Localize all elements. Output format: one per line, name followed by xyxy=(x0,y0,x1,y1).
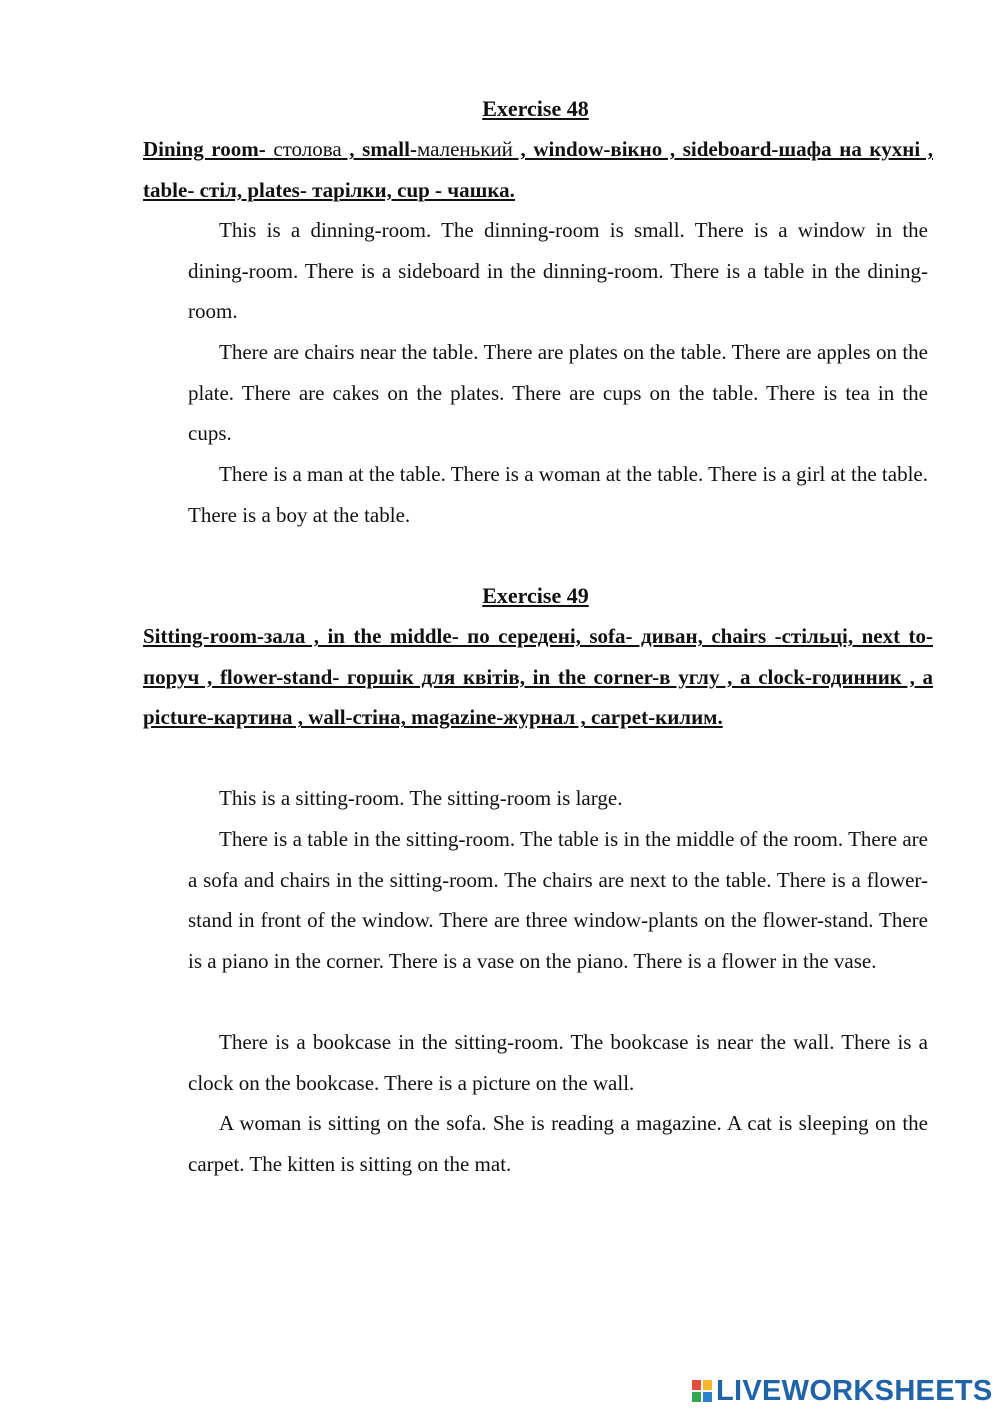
logo-square xyxy=(692,1380,701,1390)
exercise-49-paragraph: A woman is sitting on the sofa. She is reading a magazine. A cat is sleeping on the carpet. The kitten is sitting on the mat. xyxy=(188,1111,928,1176)
exercise-48-vocabulary xyxy=(143,129,933,210)
vocab-segment: , window-вікно , sideboard-шафа на кухні , table- стіл, plates- тарілки, cup - чашка. xyxy=(143,137,933,202)
exercise-48-paragraph: There are chairs near the table. There are plates on the table. There are apples on the plate. There are cakes on the plates. There are cups on the table. There is tea in the cups. xyxy=(188,340,928,446)
vocab-segment: маленький xyxy=(416,137,513,161)
logo-square xyxy=(703,1380,712,1390)
logo-square xyxy=(692,1392,701,1402)
exercise-48-title: Exercise 48 xyxy=(482,96,589,121)
logo-square xyxy=(703,1392,712,1402)
exercise-49-vocabulary: Sitting-room-зала , in the middle- по середені, sofa- диван, chairs -стільці, next to-поруч , flower-stand- горшік для квітів, in the corner-в углу , a clock-годинник , a picture-картина , wall-стіна, magazine-журнал , carpet-килим. xyxy=(143,624,933,730)
exercise-48-paragraph: This is a dinning-room. The dinning-room is small. There is a window in the dining-room. There is a sideboard in the dinning-room. There is a table in the dining-room. xyxy=(188,218,928,324)
exercise-48-paragraph: There is a man at the table. There is a woman at the table. There is a girl at the table. There is a boy at the table. xyxy=(188,462,928,527)
exercise-49-paragraph: There is a table in the sitting-room. The table is in the middle of the room. There are a sofa and chairs in the sitting-room. The chairs are next to the table. There is a flower-stand in front of the window. There are three window-plants on the flower-stand. There is a piano in the corner. There is a vase on the piano. There is a flower in the vase. xyxy=(188,827,928,974)
vocab-segment: Dining room- xyxy=(143,137,274,161)
liveworksheets-logo[interactable] xyxy=(692,1376,993,1406)
exercise-49-paragraph: There is a bookcase in the sitting-room. The bookcase is near the wall. There is a clock on the bookcase. There is a picture on the wall. xyxy=(188,1030,928,1095)
exercise-49-title: Exercise 49 xyxy=(482,583,589,608)
liveworksheets-logo-icon xyxy=(692,1380,712,1402)
exercise-49-paragraph: This is a sitting-room. The sitting-room is large. xyxy=(219,786,623,810)
logo-text: LIVEWORKSHEETS xyxy=(716,1375,993,1407)
vocab-segment: , small- xyxy=(341,137,417,161)
vocab-segment: столова xyxy=(273,137,342,161)
